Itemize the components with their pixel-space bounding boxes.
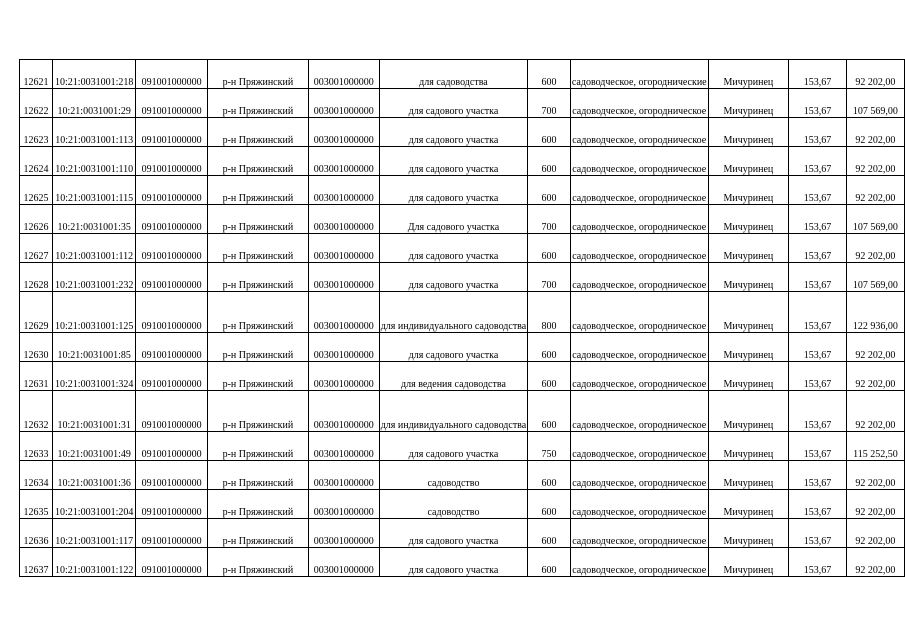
cell-settlement-code: 003001000000 <box>308 519 379 548</box>
cell-cadastral-value: 92 202,00 <box>846 147 904 176</box>
cell-record-number: 12625 <box>20 176 53 205</box>
cell-unit-value: 153,67 <box>789 60 847 89</box>
cell-record-number: 12634 <box>20 461 53 490</box>
cell-permitted-use: для садового участка <box>379 176 528 205</box>
table-row <box>20 60 905 89</box>
cell-cadastral-number: 10:21:0031001:204 <box>53 490 136 519</box>
cell-okato-code: 091001000000 <box>136 490 208 519</box>
table-row <box>20 490 905 519</box>
cell-district: р-н Пряжинский <box>208 548 309 577</box>
cell-record-number: 12622 <box>20 89 53 118</box>
cell-cadastral-value: 92 202,00 <box>846 176 904 205</box>
cell-settlement-code: 003001000000 <box>308 548 379 577</box>
cell-permitted-use: для садового участка <box>379 548 528 577</box>
cell-record-number: 12635 <box>20 490 53 519</box>
cell-record-number: 12626 <box>20 205 53 234</box>
cell-settlement-name: Мичуринец <box>708 292 788 333</box>
cell-cadastral-number: 10:21:0031001:36 <box>53 461 136 490</box>
cell-record-number: 12632 <box>20 391 53 432</box>
cell-permitted-use: для индивидуального садоводства <box>379 292 528 333</box>
cell-cadastral-value: 92 202,00 <box>846 362 904 391</box>
cell-record-number: 12630 <box>20 333 53 362</box>
cell-cadastral-value: 107 569,00 <box>846 263 904 292</box>
table-row <box>20 234 905 263</box>
table-row <box>20 548 905 577</box>
cell-settlement-name: Мичуринец <box>708 205 788 234</box>
cell-cadastral-value: 92 202,00 <box>846 60 904 89</box>
cell-settlement-name: Мичуринец <box>708 118 788 147</box>
cell-land-category: садоводческое, огородническое <box>570 89 708 118</box>
cell-settlement-name: Мичуринец <box>708 432 788 461</box>
cell-cadastral-number: 10:21:0031001:35 <box>53 205 136 234</box>
cell-district: р-н Пряжинский <box>208 176 309 205</box>
cell-settlement-code: 003001000000 <box>308 362 379 391</box>
cell-permitted-use: для садового участка <box>379 234 528 263</box>
cell-record-number: 12633 <box>20 432 53 461</box>
table-row <box>20 263 905 292</box>
cell-cadastral-number: 10:21:0031001:49 <box>53 432 136 461</box>
cell-record-number: 12623 <box>20 118 53 147</box>
cell-cadastral-value: 107 569,00 <box>846 205 904 234</box>
cell-district: р-н Пряжинский <box>208 60 309 89</box>
cell-unit-value: 153,67 <box>789 234 847 263</box>
cell-area: 600 <box>528 333 571 362</box>
cell-settlement-name: Мичуринец <box>708 234 788 263</box>
cell-permitted-use: для индивидуального садоводства <box>379 391 528 432</box>
cell-okato-code: 091001000000 <box>136 234 208 263</box>
cell-permitted-use: Для садового участка <box>379 205 528 234</box>
table-row <box>20 461 905 490</box>
cell-cadastral-value: 115 252,50 <box>846 432 904 461</box>
cell-okato-code: 091001000000 <box>136 60 208 89</box>
cell-cadastral-number: 10:21:0031001:112 <box>53 234 136 263</box>
cell-area: 600 <box>528 548 571 577</box>
cell-settlement-code: 003001000000 <box>308 490 379 519</box>
cell-area: 600 <box>528 391 571 432</box>
cell-land-category: садоводческое, огородническое <box>570 362 708 391</box>
table-row <box>20 519 905 548</box>
cell-record-number: 12629 <box>20 292 53 333</box>
cell-area: 800 <box>528 292 571 333</box>
cell-unit-value: 153,67 <box>789 176 847 205</box>
cell-okato-code: 091001000000 <box>136 263 208 292</box>
cell-cadastral-number: 10:21:0031001:31 <box>53 391 136 432</box>
cell-settlement-name: Мичуринец <box>708 176 788 205</box>
cell-land-category: садоводческое, огородническое <box>570 432 708 461</box>
cell-district: р-н Пряжинский <box>208 147 309 176</box>
cell-record-number: 12636 <box>20 519 53 548</box>
cell-cadastral-number: 10:21:0031001:117 <box>53 519 136 548</box>
cell-unit-value: 153,67 <box>789 490 847 519</box>
cell-permitted-use: для ведения садоводства <box>379 362 528 391</box>
cell-area: 600 <box>528 519 571 548</box>
cell-okato-code: 091001000000 <box>136 147 208 176</box>
land-parcels-table <box>19 59 905 577</box>
cell-land-category: садоводческое, огородническое <box>570 461 708 490</box>
cell-settlement-name: Мичуринец <box>708 548 788 577</box>
cell-unit-value: 153,67 <box>789 263 847 292</box>
cell-settlement-name: Мичуринец <box>708 60 788 89</box>
cell-unit-value: 153,67 <box>789 391 847 432</box>
cell-okato-code: 091001000000 <box>136 89 208 118</box>
cell-land-category: садоводческое, огородническое <box>570 391 708 432</box>
cell-permitted-use: для садового участка <box>379 263 528 292</box>
cell-area: 750 <box>528 432 571 461</box>
cell-settlement-code: 003001000000 <box>308 292 379 333</box>
cell-unit-value: 153,67 <box>789 292 847 333</box>
cell-okato-code: 091001000000 <box>136 176 208 205</box>
cell-settlement-code: 003001000000 <box>308 89 379 118</box>
cell-unit-value: 153,67 <box>789 362 847 391</box>
cell-okato-code: 091001000000 <box>136 461 208 490</box>
cell-settlement-code: 003001000000 <box>308 147 379 176</box>
cell-district: р-н Пряжинский <box>208 519 309 548</box>
cell-land-category: садоводческое, огородническое <box>570 118 708 147</box>
cell-district: р-н Пряжинский <box>208 234 309 263</box>
cell-cadastral-value: 122 936,00 <box>846 292 904 333</box>
cell-district: р-н Пряжинский <box>208 205 309 234</box>
cell-settlement-name: Мичуринец <box>708 89 788 118</box>
cell-cadastral-value: 92 202,00 <box>846 234 904 263</box>
cell-district: р-н Пряжинский <box>208 490 309 519</box>
cell-district: р-н Пряжинский <box>208 432 309 461</box>
cell-okato-code: 091001000000 <box>136 118 208 147</box>
cell-cadastral-number: 10:21:0031001:122 <box>53 548 136 577</box>
cell-okato-code: 091001000000 <box>136 519 208 548</box>
cell-cadastral-value: 92 202,00 <box>846 519 904 548</box>
cell-settlement-code: 003001000000 <box>308 60 379 89</box>
cell-unit-value: 153,67 <box>789 89 847 118</box>
cell-cadastral-value: 107 569,00 <box>846 89 904 118</box>
table-row <box>20 432 905 461</box>
cell-record-number: 12628 <box>20 263 53 292</box>
cell-permitted-use: для садового участка <box>379 432 528 461</box>
cell-area: 600 <box>528 176 571 205</box>
cell-settlement-name: Мичуринец <box>708 490 788 519</box>
cell-area: 600 <box>528 118 571 147</box>
cell-okato-code: 091001000000 <box>136 362 208 391</box>
cell-district: р-н Пряжинский <box>208 263 309 292</box>
cell-okato-code: 091001000000 <box>136 432 208 461</box>
cell-settlement-code: 003001000000 <box>308 263 379 292</box>
cell-land-category: садоводческое, огородническое <box>570 176 708 205</box>
cell-area: 600 <box>528 490 571 519</box>
cell-permitted-use: для садового участка <box>379 333 528 362</box>
cell-district: р-н Пряжинский <box>208 292 309 333</box>
cell-settlement-name: Мичуринец <box>708 263 788 292</box>
cell-cadastral-number: 10:21:0031001:113 <box>53 118 136 147</box>
cell-unit-value: 153,67 <box>789 432 847 461</box>
table-row <box>20 292 905 333</box>
cell-land-category: садоводческое, огородническое <box>570 263 708 292</box>
cell-cadastral-number: 10:21:0031001:324 <box>53 362 136 391</box>
cell-unit-value: 153,67 <box>789 461 847 490</box>
cell-cadastral-number: 10:21:0031001:110 <box>53 147 136 176</box>
cell-settlement-name: Мичуринец <box>708 461 788 490</box>
cell-settlement-name: Мичуринец <box>708 147 788 176</box>
cell-okato-code: 091001000000 <box>136 391 208 432</box>
cell-area: 600 <box>528 362 571 391</box>
cell-land-category: садоводческое, огородническое <box>570 147 708 176</box>
cell-record-number: 12631 <box>20 362 53 391</box>
cell-settlement-name: Мичуринец <box>708 362 788 391</box>
cell-record-number: 12627 <box>20 234 53 263</box>
cell-area: 600 <box>528 147 571 176</box>
cell-cadastral-value: 92 202,00 <box>846 461 904 490</box>
cell-permitted-use: садоводство <box>379 490 528 519</box>
cell-cadastral-number: 10:21:0031001:232 <box>53 263 136 292</box>
table-row <box>20 362 905 391</box>
cell-district: р-н Пряжинский <box>208 461 309 490</box>
cell-cadastral-number: 10:21:0031001:218 <box>53 60 136 89</box>
cell-settlement-name: Мичуринец <box>708 333 788 362</box>
cell-district: р-н Пряжинский <box>208 118 309 147</box>
cell-land-category: садоводческое, огородническое <box>570 234 708 263</box>
cell-cadastral-value: 92 202,00 <box>846 391 904 432</box>
cell-okato-code: 091001000000 <box>136 333 208 362</box>
cell-land-category: садоводческое, огородническое <box>570 490 708 519</box>
cell-area: 700 <box>528 263 571 292</box>
cell-area: 600 <box>528 461 571 490</box>
cell-unit-value: 153,67 <box>789 333 847 362</box>
cell-record-number: 12637 <box>20 548 53 577</box>
cell-district: р-н Пряжинский <box>208 391 309 432</box>
cell-permitted-use: для садового участка <box>379 519 528 548</box>
table-row <box>20 118 905 147</box>
cell-land-category: садоводческое, огородническое <box>570 205 708 234</box>
cell-permitted-use: для садоводства <box>379 60 528 89</box>
cell-okato-code: 091001000000 <box>136 292 208 333</box>
cell-settlement-code: 003001000000 <box>308 205 379 234</box>
cell-district: р-н Пряжинский <box>208 362 309 391</box>
cell-area: 700 <box>528 205 571 234</box>
cell-settlement-code: 003001000000 <box>308 391 379 432</box>
cell-unit-value: 153,67 <box>789 205 847 234</box>
cell-land-category: садоводческое, огородническое <box>570 333 708 362</box>
cell-unit-value: 153,67 <box>789 147 847 176</box>
cell-settlement-code: 003001000000 <box>308 432 379 461</box>
cell-land-category: садоводческое, огородническое <box>570 548 708 577</box>
cell-district: р-н Пряжинский <box>208 333 309 362</box>
cell-land-category: садоводческое, огородническое <box>570 519 708 548</box>
cell-permitted-use: для садового участка <box>379 118 528 147</box>
table-row <box>20 391 905 432</box>
cell-unit-value: 153,67 <box>789 548 847 577</box>
table-row <box>20 147 905 176</box>
cell-cadastral-value: 92 202,00 <box>846 333 904 362</box>
cell-area: 600 <box>528 60 571 89</box>
cell-settlement-code: 003001000000 <box>308 234 379 263</box>
cell-land-category: садоводческое, огороднические <box>570 60 708 89</box>
cell-cadastral-value: 92 202,00 <box>846 490 904 519</box>
cell-permitted-use: для садового участка <box>379 147 528 176</box>
cell-cadastral-number: 10:21:0031001:115 <box>53 176 136 205</box>
cell-settlement-code: 003001000000 <box>308 333 379 362</box>
cell-cadastral-number: 10:21:0031001:125 <box>53 292 136 333</box>
table-row <box>20 176 905 205</box>
cell-settlement-code: 003001000000 <box>308 461 379 490</box>
cell-unit-value: 153,67 <box>789 118 847 147</box>
cell-cadastral-value: 92 202,00 <box>846 118 904 147</box>
cell-record-number: 12621 <box>20 60 53 89</box>
cell-cadastral-number: 10:21:0031001:85 <box>53 333 136 362</box>
cell-cadastral-number: 10:21:0031001:29 <box>53 89 136 118</box>
cell-permitted-use: для садового участка <box>379 89 528 118</box>
cell-settlement-name: Мичуринец <box>708 519 788 548</box>
cell-settlement-code: 003001000000 <box>308 176 379 205</box>
cell-settlement-name: Мичуринец <box>708 391 788 432</box>
cell-okato-code: 091001000000 <box>136 205 208 234</box>
cell-land-category: садоводческое, огородническое <box>570 292 708 333</box>
cell-record-number: 12624 <box>20 147 53 176</box>
cell-area: 600 <box>528 234 571 263</box>
cell-permitted-use: садоводство <box>379 461 528 490</box>
cell-area: 700 <box>528 89 571 118</box>
table-row <box>20 89 905 118</box>
table-row <box>20 333 905 362</box>
cell-settlement-code: 003001000000 <box>308 118 379 147</box>
table-row <box>20 205 905 234</box>
cell-cadastral-value: 92 202,00 <box>846 548 904 577</box>
cell-district: р-н Пряжинский <box>208 89 309 118</box>
cell-unit-value: 153,67 <box>789 519 847 548</box>
cell-okato-code: 091001000000 <box>136 548 208 577</box>
